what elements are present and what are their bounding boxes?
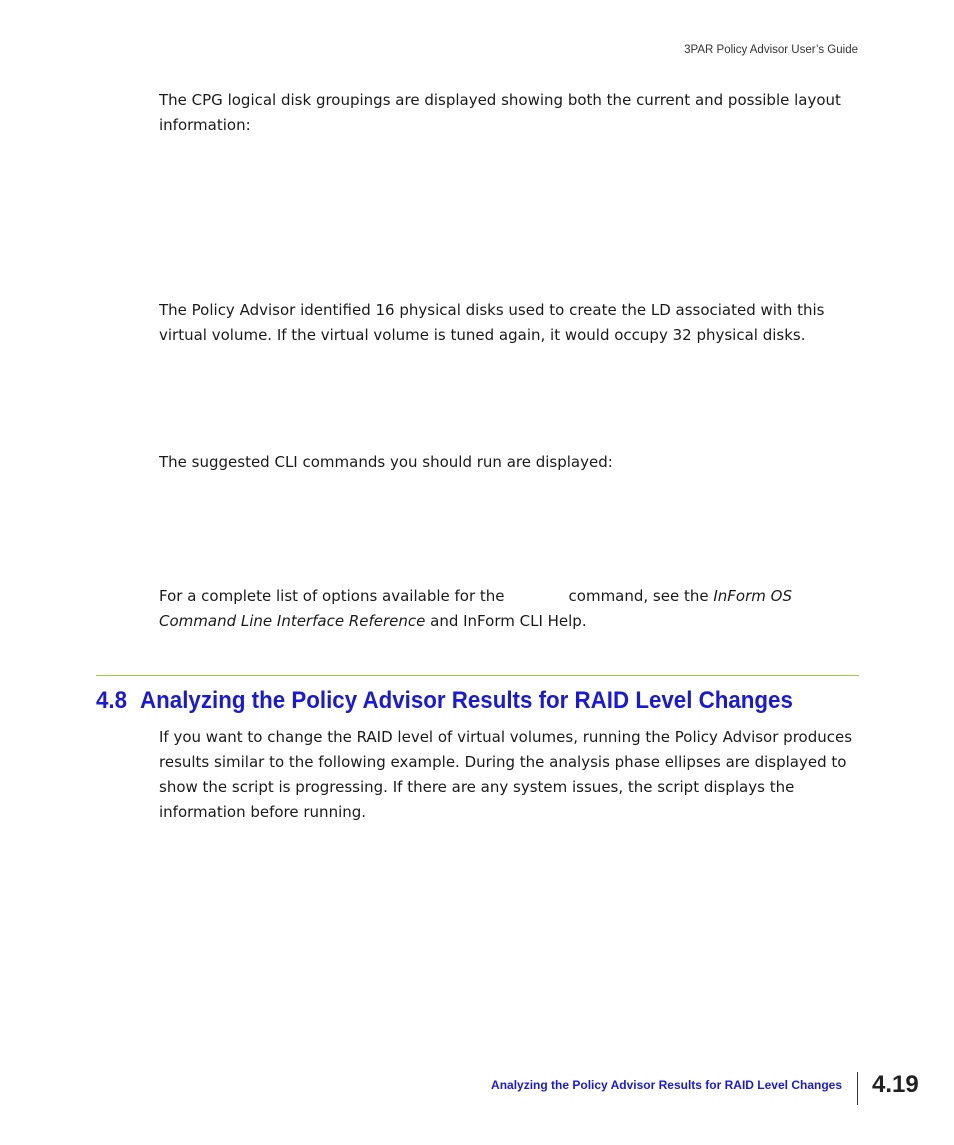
section-divider	[96, 675, 859, 676]
options-paragraph	[159, 584, 859, 634]
cli-reference-title: InForm OS Command Line Interface Reference	[159, 587, 792, 630]
raid-intro-paragraph: If you want to change the RAID level of virtual volumes, running the Policy Advisor produces results similar to the following example. During the analysis phase ellipses are displayed to show the script is progressing. If there are any system issues, the script displays the information before running.	[159, 728, 853, 821]
section-heading	[96, 684, 793, 718]
physical-disks-paragraph: The Policy Advisor identified 16 physical disks used to create the LD associated with this virtual volume. If the virtual volume is tuned again, it would occupy 32 physical disks.	[159, 301, 825, 344]
section-title: Analyzing the Policy Advisor Results for RAID Level Changes	[140, 687, 793, 714]
options-text-after: and InForm CLI Help.	[430, 612, 587, 630]
section-number: 4.8	[96, 687, 128, 714]
options-text-middle: command, see the	[568, 587, 709, 605]
running-header: 3PAR Policy Advisor User’s Guide	[684, 44, 858, 56]
footer-section-title: Analyzing the Policy Advisor Results for RAID Level Changes	[491, 1078, 842, 1092]
footer-divider	[857, 1072, 858, 1105]
suggested-cli-paragraph: The suggested CLI commands you should run are displayed:	[159, 453, 613, 471]
page-number: 4.19	[872, 1071, 919, 1098]
cpg-groupings-paragraph: The CPG logical disk groupings are displayed showing both the current and possible layout information:	[159, 91, 841, 134]
options-text-before: For a complete list of options available for the	[159, 587, 505, 605]
